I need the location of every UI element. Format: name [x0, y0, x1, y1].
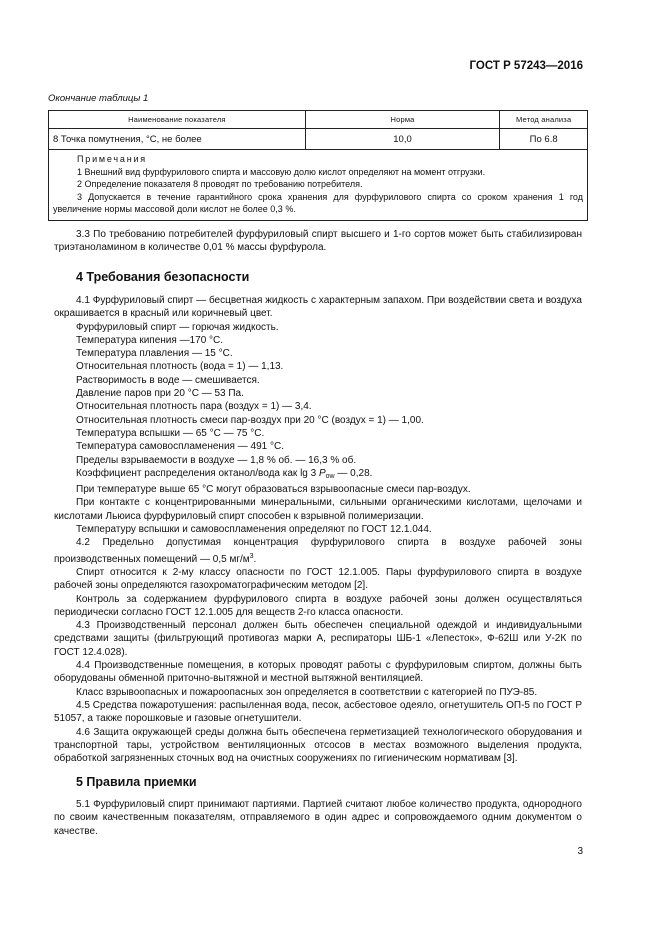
property-line: Фурфуриловый спирт — горючая жидкость. — [76, 321, 279, 333]
row-name-cell: 8 Точка помутнения, °С, не более — [49, 129, 306, 150]
column-header-name: Наименование показателя — [49, 111, 306, 129]
property-line: Температура самовоспламенения — 491 °С. — [76, 441, 284, 453]
paragraph-4-5: 4.5 Средства пожаротушения: распыленная вода, песок, асбестовое одеяло, огнетушитель ОП-5 по ГОСТ Р 51057, а также порошковые и газовые огнетушители. — [54, 699, 582, 725]
paragraph-zones: Класс взрывоопасных и пожароопасных зон определяется в соответствии с категорией по ПУЭ-85. — [76, 686, 538, 698]
paragraph-flash: Температуру вспышки и самовоспламенения определяют по ГОСТ 12.1.044. — [76, 524, 432, 536]
paragraph-acids: При контакте с концентрированными минеральными, сильными органическими кислотами, щелочами и кислотами Льюиса фурфуриловый спирт способен к взрывной полимеризации. — [54, 497, 582, 522]
property-line: Температура плавления — 15 °С. — [76, 348, 233, 360]
row-norm-cell: 10,0 — [305, 129, 500, 150]
table-header-row — [49, 111, 588, 129]
note-3: 3 Допускается в течение гарантийного срока хранения для фурфурилового спирта со сроком хранения 1 год увеличение нормы массовой доли кислот не более 0,3 %. — [53, 191, 583, 214]
section-5-body — [54, 798, 582, 838]
property-line: Относительная плотность (вода = 1) — 1,13. — [76, 361, 284, 373]
paragraph-5-1: 5.1 Фурфуриловый спирт принимают партиями. Партией считают любое количество продукта, однородного по своим качественным показателям, отправляемого в один адрес и сопровождаемого одним документом о качестве. — [54, 799, 582, 837]
property-line: Растворимость в воде — смешивается. — [76, 374, 260, 386]
table-row — [49, 129, 588, 150]
table-notes-row — [49, 150, 588, 221]
paragraph-above-65: При температуре выше 65 °С могут образоваться взрывоопасные смеси пар-воздух. — [76, 484, 471, 496]
property-line: Относительная плотность смеси пар-воздух при 20 °С (воздух = 1) — 1,00. — [76, 414, 424, 426]
note-2: 2 Определение показателя 8 проводят по требованию потребителя. — [77, 179, 363, 189]
clause-3-3-block — [54, 228, 582, 255]
property-line: Давление паров при 20 °С — 53 Па. — [76, 388, 244, 400]
paragraph-4-6: 4.6 Защита окружающей среды должна быть обеспечена герметизацией технологического оборудования и транспортной тары, устройством вентиляционных отсосов в местах возможного выделения продукта, обработкой загрязненных сточных вод на очистных сооружениях по гигиеническим нормативам [3]. — [54, 726, 582, 765]
paragraph-4-3: 4.3 Производственный персонал должен быть обеспечен специальной одеждой и индивидуальными средствами защиты (фильтрующий противогаз марки А, респираторы ШБ-1 «Лепесток», Ф-62Ш или У-2К по ГОСТ 12.4.028). — [54, 620, 582, 658]
paragraph-4-4: 4.4 Производственные помещения, в которых проводят работы с фурфуриловым спиртом, должны быть оборудованы обменной приточно-вытяжной и местной вытяжной вентиляцией. — [54, 660, 582, 685]
notes-title: Примечания — [77, 154, 147, 164]
paragraph-control: Контроль за содержанием фурфурилового спирта в воздухе рабочей зоны должен осуществляться периодически согласно ГОСТ 12.1.005 для веществ 2-го класса опасности. — [54, 593, 582, 618]
standard-code: ГОСТ Р 57243—2016 — [469, 60, 583, 72]
row-method-cell: По 6.8 — [500, 129, 588, 150]
paragraph-hazard-class: Спирт относится к 2-му классу опасности по ГОСТ 12.1.005. Пары фурфурилового спирта в воздухе рабочей зоны определяются газохроматографическим методом [2]. — [54, 566, 582, 592]
note-1: 1 Внешний вид фурфурилового спирта и массовую долю кислот определяют на момент отгрузки. — [77, 166, 486, 177]
property-line: Температура вспышки — 65 °С — 75 °С. — [76, 427, 265, 439]
table-caption: Окончание таблицы 1 — [48, 93, 149, 104]
section-5-heading: 5 Правила приемки — [76, 775, 197, 789]
property-line: Пределы взрываемости в воздухе — 1,8 % об. — 16,3 % об. — [76, 454, 357, 466]
clause-3-3: 3.3 По требованию потребителей фурфуриловый спирт высшего и 1-го сортов может быть стабилизирован триэтаноламином в количестве 0,01 % массы фурфурола. — [54, 229, 582, 254]
partition-coefficient: Коэффициент распределения октанол/вода как lg 3 $P_{ow}$ — 0,28. — [76, 467, 373, 480]
section-4-body — [54, 294, 582, 765]
table-notes-cell — [49, 150, 588, 221]
property-line: Температура кипения —170 °С. — [76, 334, 224, 346]
property-line: Относительная плотность пара (воздух = 1) — 3,4. — [76, 401, 312, 413]
paragraph-4-1: 4.1 Фурфуриловый спирт — бесцветная жидкость с характерным запахом. При воздействии света и воздуха окрашивается в красный или коричневый цвет. — [54, 295, 582, 320]
column-header-method: Метод анализа — [500, 111, 588, 129]
section-4-heading: 4 Требования безопасности — [76, 270, 250, 284]
page-number: 3 — [577, 846, 583, 857]
properties-table — [48, 110, 588, 221]
paragraph-4-2: 4.2 Предельно допустимая концентрация фурфурилового спирта в воздухе рабочей зоны производственных помещений — 0,5 $мг/м^3$. — [54, 537, 582, 565]
column-header-norm: Норма — [305, 111, 500, 129]
